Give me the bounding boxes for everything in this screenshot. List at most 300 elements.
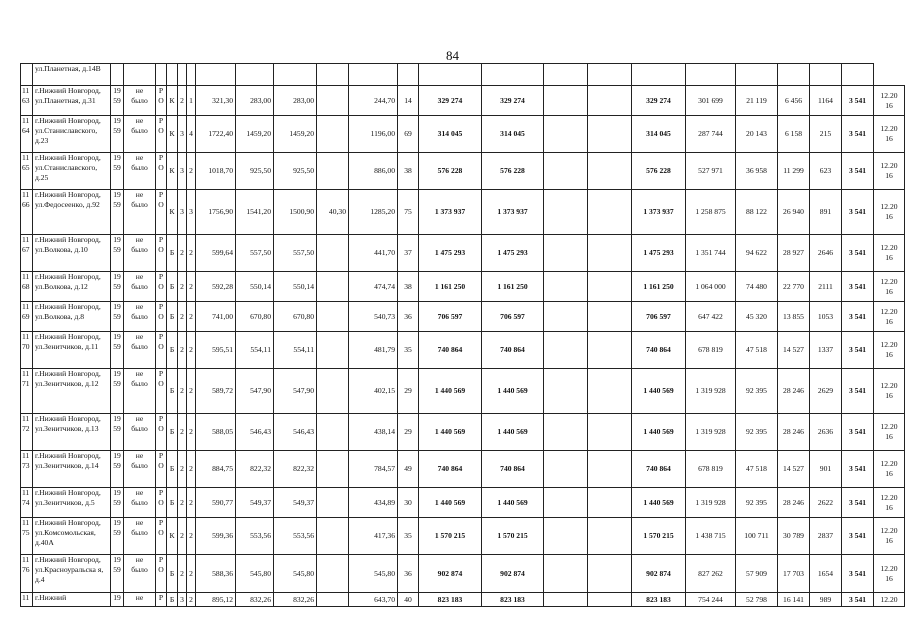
year-cell-line2: 59 [113,564,121,574]
status-cell-line1: не [135,518,144,527]
unit-cost-cell: 901 [810,451,842,488]
year-cell [111,414,124,451]
fund-share-cell: 1 319 928 [686,488,736,518]
rate-cell: 3 541 [842,488,874,518]
empty-cell [588,302,632,332]
local-share-cell: 14 527 [778,451,810,488]
row-number-cell-line2: 72 [22,423,30,433]
year-cell [111,518,124,555]
living-area-cell: 1500,90 [274,190,317,235]
residents-cell: 49 [398,451,419,488]
fund-share-cell: 1 064 000 [686,272,736,302]
area-cell: 554,11 [236,332,274,369]
total-area-cell: 589,72 [196,369,236,414]
entrances-cell: 2 [187,414,196,451]
nonliving-area-cell [317,369,349,414]
floors-cell: 3 [178,153,187,190]
entrances-cell: 1 [187,86,196,116]
status-cell-line2: было [131,378,148,388]
wall-type-cell: Б [167,414,178,451]
empty-cell [544,190,588,235]
material-cell [156,451,167,488]
row-number-cell [21,190,33,235]
wall-type-cell: Б [167,332,178,369]
area-residents-cell: 244,70 [349,86,398,116]
material-cell-line1: Р [158,116,164,125]
fund-cost-cell: 823 183 [482,593,544,607]
row-number-cell-line1: 11 [22,369,30,378]
status-cell-line1: не [135,272,144,281]
empty-cell [588,414,632,451]
entrances-cell: 2 [187,153,196,190]
status-cell [124,272,156,302]
area-cell: 1541,20 [236,190,274,235]
area-residents-cell: 540,73 [349,302,398,332]
row-number-cell-line1: 11 [22,302,30,311]
year-cell-line2: 59 [113,95,121,105]
material-cell-line1: Р [158,518,164,527]
living-area-cell: 549,37 [274,488,317,518]
row-number-cell-line2: 68 [22,281,30,291]
total-cost-cell: 706 597 [419,302,482,332]
material-cell [156,518,167,555]
table-row [21,116,905,153]
floors-cell: 2 [178,518,187,555]
area-cell: 925,50 [236,153,274,190]
address-cell: г.Нижний [33,593,111,607]
entrances-cell: 2 [187,272,196,302]
year-cell-line2: 59 [113,125,121,135]
address-cell: г.Нижний Новгород, ул.Зенитчиков, д.13 [33,414,111,451]
material-cell-line1: Р [158,414,164,423]
cost-cell: 576 228 [632,153,686,190]
total-area-cell: 599,36 [196,518,236,555]
local-share-cell: 16 141 [778,593,810,607]
residents-cell: 35 [398,332,419,369]
empty-cell [544,86,588,116]
fund-cost-cell: 329 274 [482,86,544,116]
residents-cell: 35 [398,518,419,555]
area-residents-cell: 1285,20 [349,190,398,235]
address-cell: г.Нижний Новгород, ул.Волкова, д.12 [33,272,111,302]
table-row [21,153,905,190]
unit-cost-cell: 215 [810,116,842,153]
fund-cost-cell: 1 570 215 [482,518,544,555]
fund-share-cell: 827 262 [686,555,736,593]
material-cell [156,488,167,518]
local-share-cell: 28 927 [778,235,810,272]
fund-share-cell: 1 351 744 [686,235,736,272]
material-cell [156,414,167,451]
empty-cell [544,414,588,451]
material-cell-line1: Р [158,451,164,460]
wall-type-cell: К [167,190,178,235]
address-cell: г.Нижний Новгород, ул.Федосеенко, д.92 [33,190,111,235]
entrances-cell: 4 [187,116,196,153]
area-cell: 547,90 [236,369,274,414]
fund-share-cell: 527 971 [686,153,736,190]
row-number-cell-line1: 11 [22,116,30,125]
year-cell-line2: 59 [113,460,121,470]
table-row [21,190,905,235]
year-cell-line1: 19 [113,488,121,497]
row-number-cell: 11 [21,593,33,607]
rate-cell: 3 541 [842,555,874,593]
rate-cell: 3 541 [842,593,874,607]
floors-cell: 3 [178,116,187,153]
cost-cell: 329 274 [632,86,686,116]
address-cell: ул.Планетная, д.14В [33,64,111,86]
date-cell: 12.20 16 [874,235,905,272]
total-cost-cell: 1 161 250 [419,272,482,302]
rate-cell: 3 541 [842,414,874,451]
empty-cell [544,555,588,593]
row-number-cell-line1: 11 [22,190,30,199]
living-area-cell: 550,14 [274,272,317,302]
floors-cell: 2 [178,555,187,593]
living-area-cell: 545,80 [274,555,317,593]
row-number-cell-line1: 11 [22,488,30,497]
row-number-cell [21,488,33,518]
residents-cell: 29 [398,369,419,414]
material-cell [156,235,167,272]
row-number-cell [21,86,33,116]
entrances-cell: 2 [187,332,196,369]
total-area-cell: 895,12 [196,593,236,607]
cost-cell: 1 570 215 [632,518,686,555]
status-cell-line2: было [131,423,148,433]
material-cell-line2: О [158,423,164,433]
rate-cell: 3 541 [842,332,874,369]
row-number-cell-line2: 69 [22,311,30,321]
floors-cell: 2 [178,488,187,518]
year-cell [111,153,124,190]
entrances-cell: 2 [187,555,196,593]
total-cost-cell: 1 475 293 [419,235,482,272]
floors-cell: 3 [178,593,187,607]
empty-cell [544,116,588,153]
area-residents-cell: 417,36 [349,518,398,555]
fund-cost-cell: 1 440 569 [482,414,544,451]
rate-cell: 3 541 [842,302,874,332]
fund-cost-cell: 314 045 [482,116,544,153]
year-cell-line2: 59 [113,423,121,433]
local-share-cell: 6 158 [778,116,810,153]
material-cell [156,116,167,153]
row-number-cell-line2: 64 [22,125,30,135]
fund-cost-cell: 902 874 [482,555,544,593]
address-cell: г.Нижний Новгород, ул.Зенитчиков, д.11 [33,332,111,369]
total-area-cell: 321,30 [196,86,236,116]
status-cell-line2: было [131,162,148,172]
address-cell: г.Нижний Новгород, ул.Красноуральска я, д.4 [33,555,111,593]
area-cell: 545,80 [236,555,274,593]
floors-cell: 2 [178,369,187,414]
table-row [21,488,905,518]
material-cell [156,332,167,369]
residents-cell: 30 [398,488,419,518]
cost-cell: 1 161 250 [632,272,686,302]
date-cell: 12.20 [874,593,905,607]
total-cost-cell: 1 373 937 [419,190,482,235]
table-row [21,593,905,607]
region-share-cell: 52 798 [736,593,778,607]
area-residents-cell: 643,70 [349,593,398,607]
year-cell-line1: 19 [113,414,121,423]
material-cell-line2: О [158,281,164,291]
living-area-cell: 925,50 [274,153,317,190]
material-cell-line2: О [158,341,164,351]
total-cost-cell: 1 440 569 [419,488,482,518]
row-number-cell-line1: 11 [22,86,30,95]
total-cost-cell: 902 874 [419,555,482,593]
rate-cell: 3 541 [842,369,874,414]
entrances-cell: 2 [187,518,196,555]
date-cell: 12.20 16 [874,86,905,116]
status-cell-line2: было [131,199,148,209]
wall-type-cell: Б [167,272,178,302]
date-cell: 12.20 16 [874,451,905,488]
living-area-cell: 283,00 [274,86,317,116]
row-number-cell-line1: 11 [22,332,30,341]
living-area-cell: 554,11 [274,332,317,369]
residents-cell: 38 [398,153,419,190]
cost-cell: 740 864 [632,451,686,488]
date-cell: 12.20 16 [874,153,905,190]
status-cell-line1: не [135,86,144,95]
material-cell-line1: Р [158,235,164,244]
year-cell-line2: 59 [113,311,121,321]
address-cell: г.Нижний Новгород, ул.Зенитчиков, д.5 [33,488,111,518]
nonliving-area-cell: 40,30 [317,190,349,235]
region-share-cell: 88 122 [736,190,778,235]
local-share-cell: 28 246 [778,414,810,451]
material-cell [156,190,167,235]
row-number-cell-line2: 66 [22,199,30,209]
row-number-cell-line1: 11 [22,555,30,564]
status-cell-line1: не [135,414,144,423]
date-cell: 12.20 16 [874,272,905,302]
year-cell [111,302,124,332]
floors-cell: 2 [178,86,187,116]
entrances-cell: 3 [187,190,196,235]
region-share-cell: 45 320 [736,302,778,332]
table-row [21,414,905,451]
material-cell-line2: О [158,460,164,470]
entrances-cell: 2 [187,369,196,414]
material-cell [156,302,167,332]
area-cell: 550,14 [236,272,274,302]
wall-type-cell: Б [167,451,178,488]
year-cell-line2: 59 [113,527,121,537]
status-cell-line2: было [131,497,148,507]
rate-cell: 3 541 [842,153,874,190]
total-area-cell: 588,36 [196,555,236,593]
local-share-cell: 26 940 [778,190,810,235]
total-cost-cell: 740 864 [419,332,482,369]
material-cell: Р [156,593,167,607]
fund-share-cell: 1 438 715 [686,518,736,555]
nonliving-area-cell [317,555,349,593]
wall-type-cell: К [167,86,178,116]
cost-cell: 1 440 569 [632,414,686,451]
row-number-cell [21,116,33,153]
table-row [21,369,905,414]
address-cell: г.Нижний Новгород, ул.Зенитчиков, д.12 [33,369,111,414]
status-cell [124,116,156,153]
unit-cost-cell: 2622 [810,488,842,518]
year-cell [111,488,124,518]
empty-cell [588,369,632,414]
total-cost-cell: 329 274 [419,86,482,116]
region-share-cell: 92 395 [736,488,778,518]
residents-cell: 36 [398,302,419,332]
total-cost-cell: 823 183 [419,593,482,607]
local-share-cell: 17 703 [778,555,810,593]
total-cost-cell: 314 045 [419,116,482,153]
row-number-cell [21,555,33,593]
table-row [21,272,905,302]
material-cell [156,153,167,190]
entrances-cell: 2 [187,302,196,332]
empty-cell [544,451,588,488]
material-cell-line1: Р [158,369,164,378]
region-share-cell: 100 711 [736,518,778,555]
local-share-cell: 30 789 [778,518,810,555]
material-cell-line1: Р [158,153,164,162]
year-cell-line2: 59 [113,497,121,507]
status-cell [124,451,156,488]
row-number-cell-line1: 11 [22,235,30,244]
row-number-cell [21,235,33,272]
year-cell-line1: 19 [113,369,121,378]
wall-type-cell: Б [167,235,178,272]
table-body [21,64,905,607]
material-cell-line2: О [158,378,164,388]
entrances-cell: 2 [187,451,196,488]
nonliving-area-cell [317,302,349,332]
unit-cost-cell: 2629 [810,369,842,414]
local-share-cell: 11 299 [778,153,810,190]
date-cell: 12.20 16 [874,555,905,593]
status-cell-line1: не [135,190,144,199]
status-cell-line1: не [135,369,144,378]
total-cost-cell: 1 440 569 [419,369,482,414]
material-cell-line2: О [158,497,164,507]
fund-share-cell: 1 258 875 [686,190,736,235]
address-cell: г.Нижний Новгород, ул.Комсомольская, д.40А [33,518,111,555]
fund-share-cell: 301 699 [686,86,736,116]
material-cell [156,86,167,116]
unit-cost-cell: 623 [810,153,842,190]
rate-cell: 3 541 [842,86,874,116]
total-area-cell: 599,64 [196,235,236,272]
area-residents-cell: 474,74 [349,272,398,302]
unit-cost-cell: 989 [810,593,842,607]
empty-cell [588,518,632,555]
area-cell: 822,32 [236,451,274,488]
empty-cell [544,153,588,190]
material-cell [156,555,167,593]
floors-cell: 3 [178,190,187,235]
status-cell-line2: было [131,564,148,574]
area-residents-cell: 434,89 [349,488,398,518]
empty-cell [588,190,632,235]
floors-cell: 2 [178,451,187,488]
status-cell-line2: было [131,281,148,291]
total-area-cell: 884,75 [196,451,236,488]
wall-type-cell: Б [167,302,178,332]
nonliving-area-cell [317,116,349,153]
area-cell: 670,80 [236,302,274,332]
area-residents-cell: 1196,00 [349,116,398,153]
year-cell [111,86,124,116]
region-share-cell: 94 622 [736,235,778,272]
rate-cell: 3 541 [842,451,874,488]
status-cell-line1: не [135,302,144,311]
fund-share-cell: 1 319 928 [686,414,736,451]
area-residents-cell: 784,57 [349,451,398,488]
residents-cell: 40 [398,593,419,607]
fund-cost-cell: 740 864 [482,451,544,488]
year-cell-line2: 59 [113,341,121,351]
nonliving-area-cell [317,518,349,555]
empty-cell [588,153,632,190]
fund-share-cell: 287 744 [686,116,736,153]
total-area-cell: 1018,70 [196,153,236,190]
status-cell [124,369,156,414]
year-cell-line1: 19 [113,272,121,281]
status-cell [124,332,156,369]
material-cell-line2: О [158,244,164,254]
row-number-cell [21,414,33,451]
row-number-cell-line1: 11 [22,518,30,527]
empty-cell [544,272,588,302]
year-cell-line1: 19 [113,302,121,311]
year-cell-line1: 19 [113,518,121,527]
address-cell: г.Нижний Новгород, ул.Зенитчиков, д.14 [33,451,111,488]
row-number-cell [21,153,33,190]
table-row [21,86,905,116]
row-number-cell [21,451,33,488]
unit-cost-cell: 2837 [810,518,842,555]
year-cell [111,190,124,235]
empty-cell [544,518,588,555]
status-cell [124,302,156,332]
living-area-cell: 670,80 [274,302,317,332]
row-number-cell-line2: 76 [22,564,30,574]
year-cell-line1: 19 [113,116,121,125]
area-residents-cell: 545,80 [349,555,398,593]
status-cell: не [124,593,156,607]
area-cell: 549,37 [236,488,274,518]
year-cell [111,451,124,488]
material-cell [156,369,167,414]
row-number-cell-line2: 63 [22,95,30,105]
material-cell-line2: О [158,95,164,105]
local-share-cell: 13 855 [778,302,810,332]
living-area-cell: 546,43 [274,414,317,451]
total-area-cell: 595,51 [196,332,236,369]
empty-cell [544,302,588,332]
table-row [21,235,905,272]
empty-cell [544,369,588,414]
status-cell-line2: было [131,311,148,321]
status-cell [124,190,156,235]
material-cell-line2: О [158,311,164,321]
material-cell-line1: Р [158,86,164,95]
fund-cost-cell: 1 440 569 [482,369,544,414]
